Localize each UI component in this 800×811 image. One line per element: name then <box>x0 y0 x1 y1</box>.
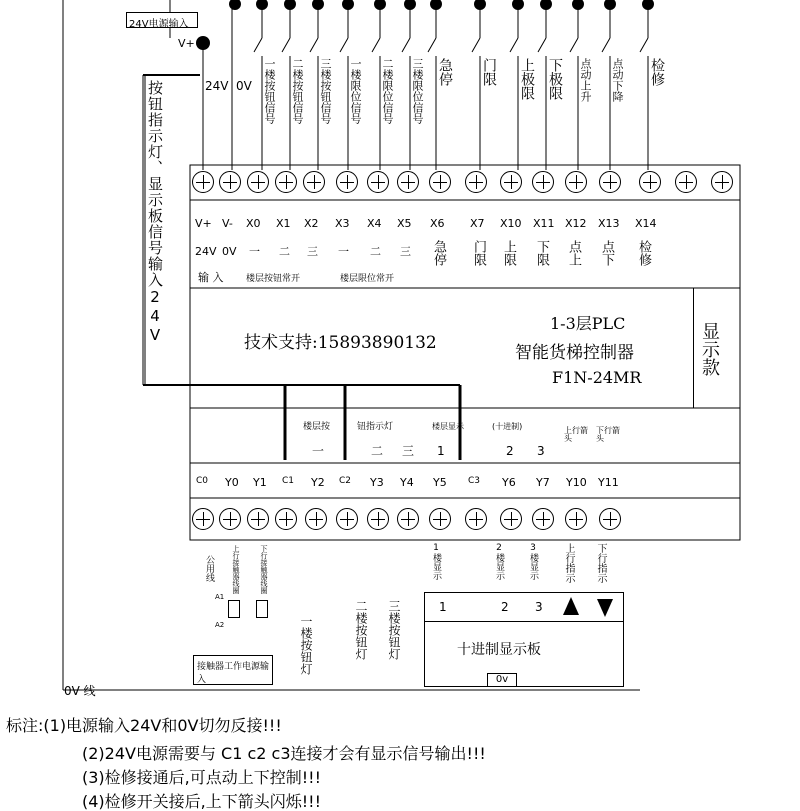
input-code: X1 <box>276 217 291 230</box>
top-signal-label: 点动上升 <box>579 58 592 102</box>
input-terminal-screw <box>465 171 487 193</box>
output-terminal-screw <box>305 508 327 530</box>
output-terminal-screw <box>275 508 297 530</box>
down-coil-symbol <box>256 600 268 618</box>
input-code: X5 <box>397 217 412 230</box>
note-3: (3)检修接通后,可点动上下控制!!! <box>82 768 321 787</box>
output-terminal-screw <box>247 508 269 530</box>
top-signal-label: 三楼按钮信号 <box>319 58 332 124</box>
output-code: Y10 <box>566 476 587 489</box>
group-floor-btn-label: 楼层按钮常开 <box>246 274 301 284</box>
output-code: Y6 <box>502 476 516 489</box>
common-line-label: 公用线 <box>204 555 214 582</box>
output-code: Y4 <box>400 476 414 489</box>
up-ind-label: 上行指示 <box>563 543 574 583</box>
input-sub-vertical: 上限 <box>501 240 516 266</box>
top-0v-label: 0V <box>236 79 252 93</box>
output-terminal-screw <box>565 508 587 530</box>
input-sub-vertical: 门限 <box>471 240 486 266</box>
top-signal-label: 下极限 <box>547 58 563 100</box>
display-board-cell-row <box>425 593 623 622</box>
coil-a2-label: A2 <box>215 621 225 629</box>
group-input-label: 输 入 <box>198 271 224 284</box>
output-terminal-screw <box>429 508 451 530</box>
disp1-label: 1楼显示 <box>431 543 441 580</box>
output-terminal-screw <box>532 508 554 530</box>
display-board <box>424 592 624 687</box>
model-line2: 智能货梯控制器 <box>515 343 634 363</box>
contactor-power-box: 接触器工作电源输入 <box>193 655 273 685</box>
input-code: X11 <box>533 217 555 230</box>
input-code: X3 <box>335 217 350 230</box>
input-terminal-screw <box>429 171 451 193</box>
input-sub-vertical: 急停 <box>431 240 446 266</box>
left-vertical-text: 按钮指示灯、显示板信号输入24V <box>146 80 164 345</box>
top-signal-label: 一楼按钮信号 <box>263 58 276 124</box>
support-text: 技术支持:15893890132 <box>244 333 437 353</box>
input-code: X12 <box>565 217 587 230</box>
note-2: (2)24V电源需要与 C1 c2 c3连接才会有显示信号输出!!! <box>82 744 486 763</box>
down-arrow-icon <box>597 599 613 617</box>
out-numeral-2: 二 <box>371 444 384 458</box>
out-btn-lamp-label: 钮指示灯 <box>357 422 394 432</box>
display-word: 显示款 <box>699 322 720 376</box>
up-arrow-icon <box>563 597 579 615</box>
lamp-2-label: 二楼按钮灯 <box>354 600 368 660</box>
body-divider <box>693 288 694 408</box>
display-cell-1: 1 <box>439 600 447 614</box>
input-sub: 24V <box>195 245 217 258</box>
input-sub: 0V <box>222 245 237 258</box>
input-terminal-screw <box>599 171 621 193</box>
input-terminal-screw <box>303 171 325 193</box>
input-code: X14 <box>635 217 657 230</box>
model-line1: 1-3层PLC <box>550 314 626 333</box>
input-sub: 一 <box>338 245 349 258</box>
input-code: X10 <box>500 217 522 230</box>
output-terminal-screw <box>219 508 241 530</box>
out-numeral-5: 2 <box>506 444 514 458</box>
output-terminal-screw <box>336 508 358 530</box>
input-sub: 一 <box>249 245 260 258</box>
out-down-arrow-label: 下行箭头 <box>596 426 620 443</box>
input-terminal-screw <box>219 171 241 193</box>
ov-line-label: 0V 线 <box>64 684 96 698</box>
top-signal-label: 二楼按钮信号 <box>291 58 304 124</box>
display-board-ov: 0v <box>487 673 517 687</box>
top-signal-label: 三楼限位信号 <box>411 58 424 124</box>
output-code: Y0 <box>225 476 239 489</box>
input-terminal-screw <box>639 171 661 193</box>
out-numeral-1: 一 <box>312 444 325 458</box>
input-terminal-screw <box>565 171 587 193</box>
power-input-label: 24V电源输入 <box>126 12 198 28</box>
input-code: X13 <box>598 217 620 230</box>
output-code: C3 <box>468 476 481 486</box>
out-decimal-label: (十进制) <box>492 422 523 431</box>
vplus-dot <box>196 36 210 50</box>
input-sub: 二 <box>279 245 290 258</box>
out-numeral-4: 1 <box>437 444 445 458</box>
input-code: X4 <box>367 217 382 230</box>
group-floor-limit-label: 楼层限位常开 <box>340 274 395 284</box>
input-code: X0 <box>246 217 261 230</box>
output-code: C1 <box>282 476 295 486</box>
input-sub-vertical: 点上 <box>566 240 581 266</box>
up-coil-label: 上行接触器线圈 <box>232 545 240 594</box>
top-signal-label: 上极限 <box>519 58 535 100</box>
output-terminal-screw <box>465 508 487 530</box>
output-code: Y3 <box>370 476 384 489</box>
output-code: C2 <box>339 476 352 486</box>
input-terminal-screw <box>192 171 214 193</box>
top-signal-label: 二楼限位信号 <box>381 58 394 124</box>
top-signal-label: 急停 <box>437 58 453 86</box>
display-cell-2: 2 <box>501 600 509 614</box>
display-cell-3: 3 <box>535 600 543 614</box>
input-terminal-screw <box>247 171 269 193</box>
output-terminal-screw <box>192 508 214 530</box>
up-coil-symbol <box>228 600 240 618</box>
output-code: C0 <box>196 476 209 486</box>
input-terminal-screw <box>397 171 419 193</box>
output-code: Y7 <box>536 476 550 489</box>
input-terminal-screw <box>500 171 522 193</box>
input-sub-vertical: 下限 <box>534 240 549 266</box>
top-24v-label: 24V <box>205 79 229 93</box>
top-signal-label: 检修 <box>649 58 665 86</box>
input-sub: 三 <box>307 245 318 258</box>
input-code: X7 <box>470 217 485 230</box>
disp3-label: 3楼显示 <box>528 543 538 580</box>
down-coil-label: 下行接触器线圈 <box>260 545 268 594</box>
input-code: V- <box>222 217 233 230</box>
lamp-3-label: 三楼按钮灯 <box>387 600 401 660</box>
input-terminal-screw <box>711 171 733 193</box>
output-code: Y11 <box>598 476 619 489</box>
coil-a1-label: A1 <box>215 593 225 601</box>
out-floor-btn-label: 楼层按 <box>303 422 331 432</box>
down-ind-label: 下行指示 <box>595 543 606 583</box>
output-code: Y1 <box>253 476 267 489</box>
out-floor-disp-label: 楼层显示 <box>432 422 464 431</box>
out-up-arrow-label: 上行箭头 <box>564 426 588 443</box>
out-numeral-6: 3 <box>537 444 545 458</box>
top-signal-label: 点动下降 <box>611 58 624 102</box>
vplus-label: V+ <box>178 37 195 50</box>
note-4: (4)检修开关接后,上下箭头闪烁!!! <box>82 792 321 811</box>
note-1: 标注:(1)电源输入24V和0V切勿反接!!! <box>6 716 282 735</box>
input-sub-vertical: 检修 <box>636 240 651 266</box>
input-sub-vertical: 点下 <box>599 240 614 266</box>
lamp-1-label: 一楼按钮灯 <box>299 615 313 675</box>
input-terminal-screw <box>675 171 697 193</box>
input-sub: 三 <box>400 245 411 258</box>
input-code: X6 <box>430 217 445 230</box>
input-terminal-screw <box>367 171 389 193</box>
output-terminal-screw <box>397 508 419 530</box>
top-signal-label: 门限 <box>481 58 497 86</box>
input-terminal-screw <box>275 171 297 193</box>
output-code: Y5 <box>433 476 447 489</box>
display-board-title: 十进制显示板 <box>457 642 541 658</box>
top-signal-label: 一楼限位信号 <box>349 58 362 124</box>
input-terminal-screw <box>532 171 554 193</box>
output-terminal-screw <box>500 508 522 530</box>
output-terminal-screw <box>599 508 621 530</box>
out-numeral-3: 三 <box>402 444 415 458</box>
output-code: Y2 <box>311 476 325 489</box>
disp2-label: 2楼显示 <box>494 543 504 580</box>
model-line3: F1N-24MR <box>552 368 642 387</box>
input-sub: 二 <box>370 245 381 258</box>
input-code: X2 <box>304 217 319 230</box>
output-terminal-screw <box>367 508 389 530</box>
input-terminal-screw <box>336 171 358 193</box>
input-code: V+ <box>195 217 212 230</box>
